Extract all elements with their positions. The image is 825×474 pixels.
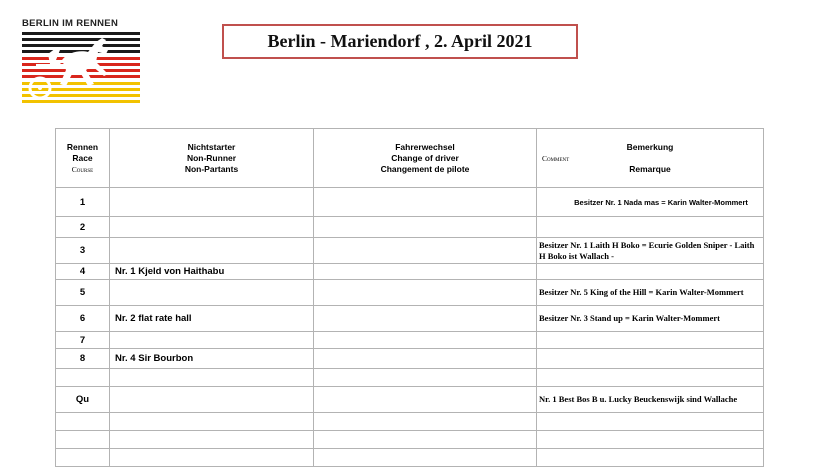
race-cell: 1: [56, 188, 110, 217]
nonrunner-cell: Nr. 4 Sir Bourbon: [110, 349, 314, 369]
nonrunner-cell: [110, 332, 314, 349]
berlin-im-rennen-logo: [22, 18, 140, 104]
table-row: [56, 217, 764, 238]
nonrunner-cell: [110, 238, 314, 264]
remark-cell: [537, 349, 764, 369]
header-nonrunner-fr: Non-Partants: [184, 163, 239, 174]
race-cell: 3: [56, 238, 110, 264]
table-row: [56, 306, 764, 332]
nonrunner-cell: [110, 413, 314, 431]
remark-cell: Besitzer Nr. 5 King of the Hill = Karin Walter-Mommert: [537, 280, 764, 306]
remark-cell: Nr. 1 Best Bos B u. Lucky Beuckenswijk sind Wallache: [537, 387, 764, 413]
driver-change-cell: [314, 280, 537, 306]
header-race-en: Race: [72, 152, 93, 163]
column-header-remark: [537, 129, 764, 188]
header-remark-en: Comment: [542, 153, 570, 163]
remark-cell: [537, 449, 764, 467]
driver-change-cell: [314, 332, 537, 349]
remark-cell: [537, 413, 764, 431]
nonrunner-cell: [110, 280, 314, 306]
column-header-nonrunner: [110, 129, 314, 188]
driver-change-cell: [314, 413, 537, 431]
race-cell: 5: [56, 280, 110, 306]
nonrunner-cell: Nr. 1 Kjeld von Haithabu: [110, 264, 314, 280]
driver-change-cell: [314, 188, 537, 217]
driver-change-cell: [314, 387, 537, 413]
nonrunner-cell: Nr. 2 flat rate hall: [110, 306, 314, 332]
header-race-de: Rennen: [66, 141, 99, 152]
driver-change-cell: [314, 217, 537, 238]
nonrunner-cell: [110, 369, 314, 387]
remark-cell: Besitzer Nr. 1 Laith H Boko = Ecurie Golden Sniper - Laith H Boko ist Wallach -: [537, 238, 764, 264]
table-row: [56, 188, 764, 217]
logo-text: BERLIN IM RENNEN: [22, 18, 119, 29]
race-cell: [56, 413, 110, 431]
nonrunner-cell: [110, 188, 314, 217]
remark-cell: [537, 369, 764, 387]
table-row: [56, 449, 764, 467]
race-cell: Qu: [56, 387, 110, 413]
table-row: [56, 238, 764, 264]
driver-change-cell: [314, 238, 537, 264]
table-row: [56, 413, 764, 431]
table-row: [56, 349, 764, 369]
remark-cell: [537, 431, 764, 449]
nonrunner-cell: [110, 217, 314, 238]
driver-change-cell: [314, 369, 537, 387]
trotting-horse-logo-icon: [22, 30, 140, 104]
column-header-driver: [314, 129, 537, 188]
page-title: Berlin - Mariendorf , 2. April 2021: [267, 31, 533, 51]
table-row: [56, 332, 764, 349]
race-changes-table: [55, 128, 764, 467]
table-row: [56, 280, 764, 306]
nonrunner-cell: [110, 431, 314, 449]
driver-change-cell: [314, 264, 537, 280]
driver-change-cell: [314, 431, 537, 449]
race-cell: 6: [56, 306, 110, 332]
remark-cell: [537, 264, 764, 280]
header-driver-de: Fahrerwechsel: [395, 141, 455, 152]
driver-change-cell: [314, 349, 537, 369]
remark-cell: [537, 217, 764, 238]
race-cell: 2: [56, 217, 110, 238]
header-remark-de: Bemerkung: [626, 141, 674, 152]
table-row: [56, 431, 764, 449]
nonrunner-cell: [110, 449, 314, 467]
table-row: [56, 369, 764, 387]
header-nonrunner-en: Non-Runner: [186, 152, 237, 163]
header-remark-fr: Remarque: [629, 163, 671, 174]
race-cell: 8: [56, 349, 110, 369]
remark-cell: [537, 332, 764, 349]
page-title-box: [222, 24, 578, 59]
race-cell: [56, 369, 110, 387]
race-cell: 7: [56, 332, 110, 349]
race-cell: [56, 449, 110, 467]
table-row: [56, 387, 764, 413]
header-driver-fr: Changement de pilote: [380, 163, 470, 174]
header-nonrunner-de: Nichtstarter: [187, 141, 236, 152]
table-header-row: [56, 129, 764, 188]
header-race-fr: Course: [71, 164, 94, 174]
driver-change-cell: [314, 449, 537, 467]
driver-change-cell: [314, 306, 537, 332]
table-row: [56, 264, 764, 280]
remark-cell: Besitzer Nr. 1 Nada mas = Karin Walter-Mommert: [537, 188, 764, 217]
remark-cell: Besitzer Nr. 3 Stand up = Karin Walter-Mommert: [537, 306, 764, 332]
column-header-race: [56, 129, 110, 188]
race-cell: [56, 431, 110, 449]
nonrunner-cell: [110, 387, 314, 413]
race-cell: 4: [56, 264, 110, 280]
header-driver-en: Change of driver: [391, 152, 459, 163]
